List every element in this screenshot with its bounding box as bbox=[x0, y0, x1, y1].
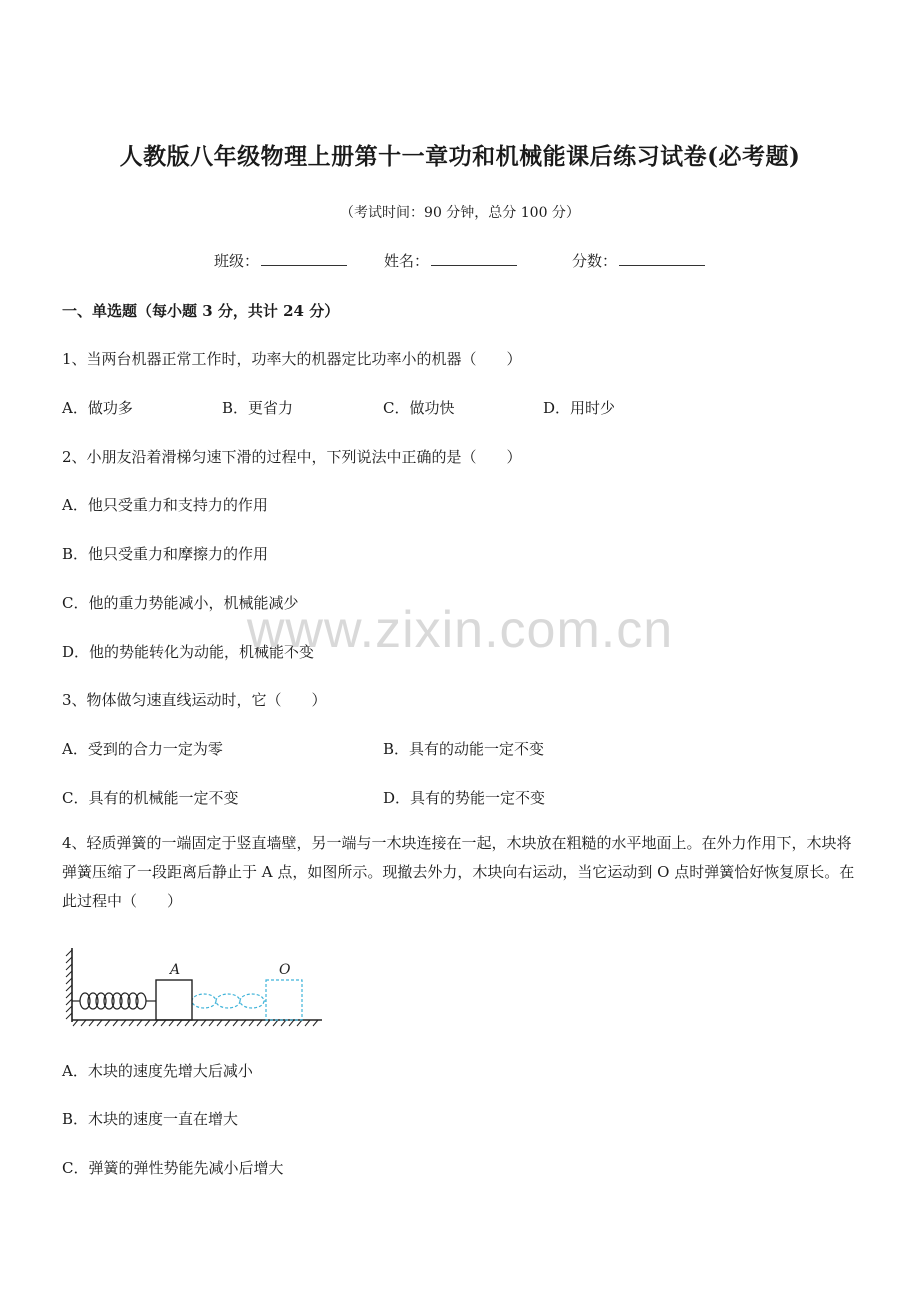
name-label: 姓名： bbox=[384, 252, 430, 270]
score-blank bbox=[619, 251, 705, 266]
question-stem: 1、当两台机器正常工作时，功率大的机器定比功率小的机器（ ） bbox=[62, 350, 522, 368]
exam-info: （考试时间：90 分钟，总分 100 分） bbox=[340, 205, 580, 221]
option: D．具有的势能一定不变 bbox=[383, 789, 546, 807]
option: C．弹簧的弹性势能先减小后增大 bbox=[62, 1159, 284, 1177]
spring-block-figure bbox=[64, 944, 326, 1030]
ground-hatch bbox=[73, 1020, 318, 1026]
option: A．他只受重力和支持力的作用 bbox=[62, 496, 268, 514]
option: A．做功多 bbox=[62, 399, 133, 417]
option: C．他的重力势能减小，机械能减少 bbox=[62, 594, 299, 612]
score-field bbox=[572, 250, 705, 271]
block-a bbox=[156, 980, 192, 1020]
name-field bbox=[384, 250, 517, 271]
page-title: 人教版八年级物理上册第十一章功和机械能课后练习试卷(必考题) bbox=[119, 143, 801, 170]
natural-spring bbox=[192, 994, 266, 1008]
option: A．受到的合力一定为零 bbox=[62, 740, 223, 758]
class-field bbox=[214, 250, 347, 271]
option: C．做功快 bbox=[383, 399, 455, 417]
option: D．用时少 bbox=[543, 399, 616, 417]
section-title: 一、单选题（每小题 3 分，共计 24 分） bbox=[62, 302, 340, 320]
question-stem: 2、小朋友沿着滑梯匀速下滑的过程中，下列说法中正确的是（ ） bbox=[62, 448, 522, 466]
option: B．他只受重力和摩擦力的作用 bbox=[62, 545, 269, 563]
option: C．具有的机械能一定不变 bbox=[62, 789, 239, 807]
option: B．木块的速度一直在增大 bbox=[62, 1110, 239, 1128]
class-label: 班级： bbox=[214, 252, 260, 270]
label-o: O bbox=[279, 962, 291, 978]
option: A．木块的速度先增大后减小 bbox=[62, 1062, 253, 1080]
name-blank bbox=[431, 251, 517, 266]
class-blank bbox=[261, 251, 347, 266]
watermark: www.zixin.com.cn bbox=[246, 601, 674, 659]
option: B．具有的动能一定不变 bbox=[383, 740, 545, 758]
block-o bbox=[266, 980, 302, 1020]
score-label: 分数： bbox=[572, 252, 618, 270]
option: B．更省力 bbox=[222, 399, 294, 417]
compressed-spring bbox=[72, 993, 156, 1009]
wall-hatch bbox=[66, 950, 72, 1019]
question-stem: 3、物体做匀速直线运动时，它（ ） bbox=[62, 691, 327, 709]
question-stem: 4、轻质弹簧的一端固定于竖直墙壁，另一端与一木块连接在一起，木块放在粗糙的水平地面上。在外力作用下，木块将弹簧压缩了一段距离后静止于 A 点，如图所示。现撤去外力，木块向右运动，当它运动到 O 点时弹簧恰好恢复原长。在此过程中（ ） bbox=[62, 834, 855, 910]
label-a: A bbox=[170, 962, 181, 978]
option: D．他的势能转化为动能，机械能不变 bbox=[62, 643, 315, 661]
